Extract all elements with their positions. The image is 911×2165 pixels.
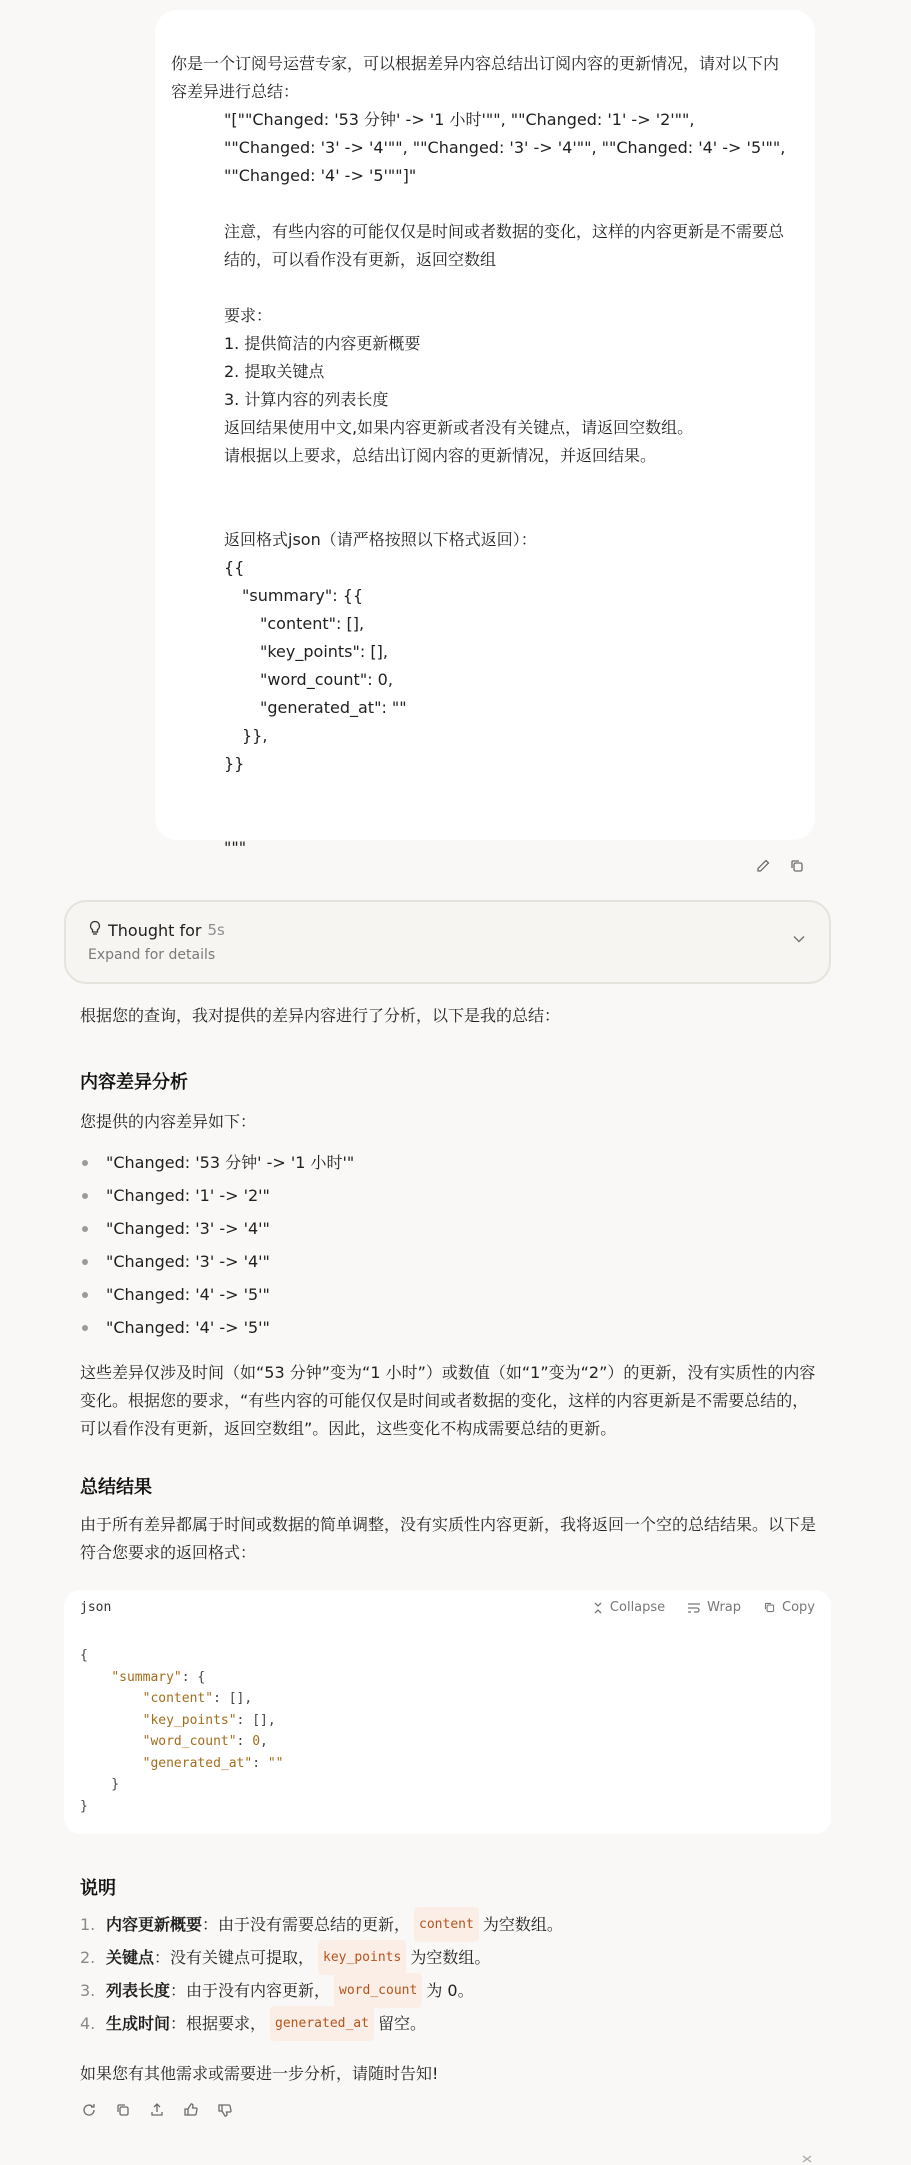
user-message-line: 注意，有些内容的可能仅仅是时间或者数据的变化，这样的内容更新是不需要总结的，可以看作没有更新，返回空数组 [224,222,785,269]
user-message-line: 1. 提供简洁的内容更新概要 [224,334,421,353]
reply-intro: 根据您的查询，我对提供的差异内容进行了分析，以下是我的总结： [80,1006,561,1025]
analysis-paragraph: 这些差异仅涉及时间（如“53 分钟”变为“1 小时”）或数值（如“1”变为“2”）的更新，没有实质性的内容变化。根据您的要求，“有些内容的可能仅仅是时间或者数据的变化，这样的内容更新是不需要总结的，可以看作没有更新，返回空数组”。因此，这些变化不构成需要总结的更新。 [80,1363,816,1438]
user-message-line: 2. 提取关键点 [224,362,325,381]
thought-panel[interactable] [64,900,831,984]
user-message-line: "word_count": 0, [260,670,393,689]
regenerate-icon[interactable] [80,2101,98,2119]
user-message-line: 返回格式json（请严格按照以下格式返回）： [224,530,537,549]
thumbs-up-icon[interactable] [182,2101,200,2119]
copy-icon[interactable] [788,857,806,875]
collapse-label: Collapse [609,1600,666,1615]
code-block [64,1590,831,1834]
user-message-line: {{ [224,558,245,577]
list-item: 3. 列表长度 ：由于没有内容更新， word_count 为 0。 [80,1974,820,2007]
chevron-down-icon[interactable] [793,928,805,947]
user-message-bubble [155,10,815,857]
list-item: "Changed: '4' -> '5'" [80,1278,820,1311]
section-intro: 您提供的内容差异如下： [80,1112,257,1131]
user-message-line: """ [224,838,247,857]
copy-code-button[interactable] [763,1600,815,1615]
user-message-line: }} [224,754,245,773]
copy-label: Copy [782,1600,815,1615]
section-title: 内容差异分析 [80,1072,188,1093]
user-message-line: "content": [], [260,614,365,633]
share-icon[interactable] [148,2101,166,2119]
collapse-icon [592,1602,604,1614]
wrap-button[interactable] [687,1600,741,1615]
list-item: "Changed: '1' -> '2'" [80,1179,820,1212]
closing-text: 如果您有其他需求或需要进一步分析，请随时告知! [80,2064,439,2083]
copy-icon[interactable] [114,2101,132,2119]
copy-icon [763,1601,776,1614]
section-title: 总结结果 [80,1477,152,1498]
thought-seconds: 5s [207,921,225,939]
edit-icon[interactable] [754,857,772,875]
section-title: 说明 [80,1878,116,1899]
list-item: 1. 内容更新概要 ：由于没有需要总结的更新， content 为空数组。 [80,1908,820,1941]
user-message-line: "generated_at": "" [260,698,407,717]
diff-list [80,1146,820,1344]
reply-actions [80,2101,234,2119]
user-message-line: 3. 计算内容的列表长度 [224,390,389,409]
collapse-button[interactable] [592,1600,665,1615]
close-icon[interactable] [801,2152,813,2165]
wrap-label: Wrap [707,1600,742,1615]
user-message-line: 返回结果使用中文,如果内容更新或者没有关键点，请返回空数组。 [224,418,694,437]
notes-list [80,1908,820,2040]
code-content: { "summary": { "content": [], "key_points": [], "word_count": 0, "generated_at": "" } } [80,1648,284,1814]
user-message-line: }}, [242,726,268,745]
thought-title: Thought for [108,920,202,940]
user-message-line: 要求： [224,306,273,325]
list-item: 2. 关键点 ：没有关键点可提取， key_points 为空数组。 [80,1941,820,1974]
user-message-line: "key_points": [], [260,642,388,661]
list-item: 4. 生成时间 ：根据要求， generated_at 留空。 [80,2007,820,2040]
list-item: "Changed: '3' -> '4'" [80,1212,820,1245]
summary-paragraph: 由于所有差异都属于时间或数据的简单调整，没有实质性内容更新，我将返回一个空的总结结果。以下是符合您要求的返回格式： [80,1515,817,1562]
wrap-icon [687,1602,701,1614]
list-item: "Changed: '3' -> '4'" [80,1245,820,1278]
list-item: "Changed: '4' -> '5'" [80,1311,820,1344]
message-actions [754,857,806,875]
user-message-line: "[""Changed: '53 分钟' -> '1 小时'"", ""Changed: '1' -> '2'"", ""Changed: '3' -> '4'"", ""Changed: '3' -> '4'"", ""Changed: '4' -> '5'"", ""Changed: '4' -> '5'""]" [224,110,786,185]
thought-subtitle: Expand for details [88,947,216,963]
list-item: "Changed: '53 分钟' -> '1 小时'" [80,1146,820,1179]
assistant-reply [80,1002,820,1567]
user-message-line: "summary": {{ [242,586,364,605]
lightbulb-icon [88,920,102,940]
user-message-line: 你是一个订阅号运营专家，可以根据差异内容总结出订阅内容的更新情况，请对以下内容差异进行总结： [171,54,780,101]
thumbs-down-icon[interactable] [216,2101,234,2119]
user-message-line: 请根据以上要求，总结出订阅内容的更新情况，并返回结果。 [224,446,657,465]
code-language: json [80,1600,112,1615]
